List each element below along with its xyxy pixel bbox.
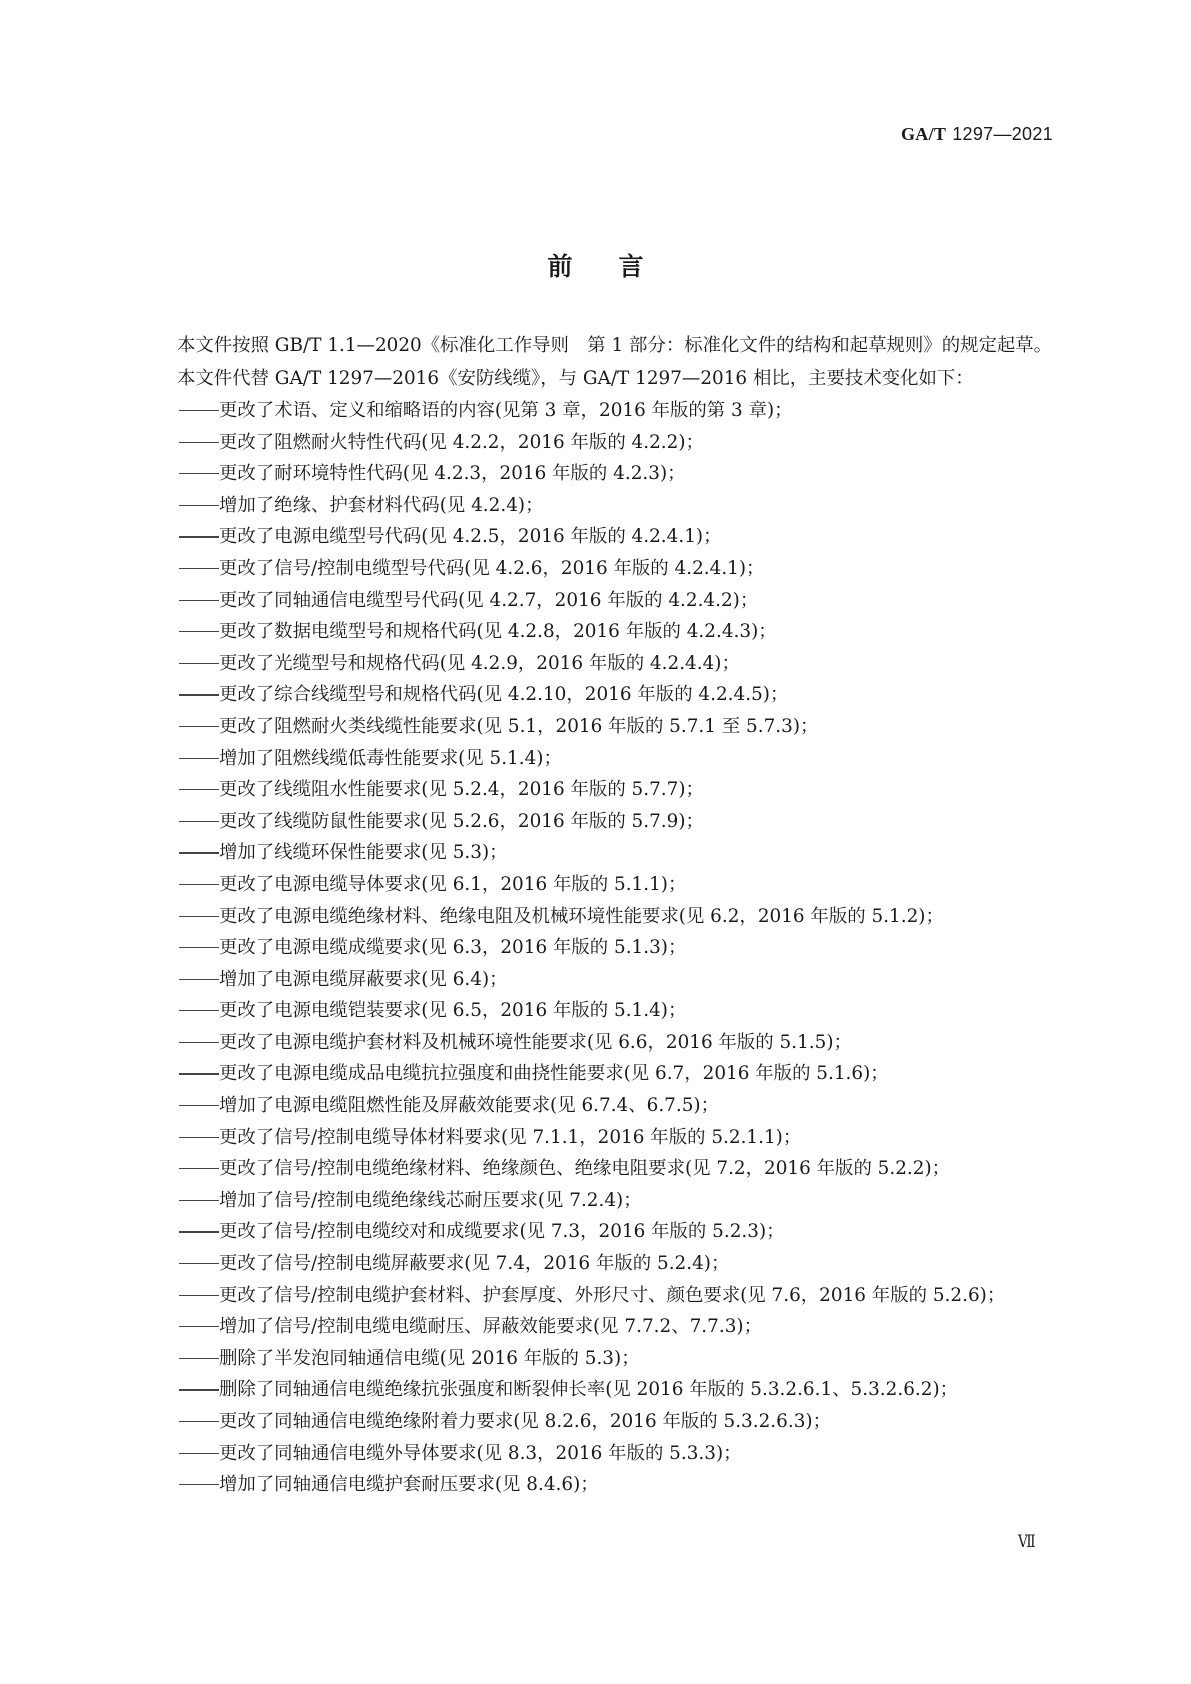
list-item [135,521,1057,553]
list-item [135,1248,1057,1280]
list-item-text: 更改了信号/控制电缆绝缘材料、绝缘颜色、绝缘电阻要求(见 7.2，2016 年版的 5.2.2)； [219,1158,951,1180]
list-item-text: 更改了信号/控制电缆型号代码(见 4.2.6，2016 年版的 4.2.4.1)； [219,557,765,579]
em-dash-bullet-icon [177,1480,219,1490]
em-dash-bullet-icon [177,1354,219,1364]
standard-code-prefix: GA/T [900,124,947,144]
em-dash-bullet-icon [177,1038,219,1048]
em-dash-bullet-icon [177,1164,219,1174]
em-dash-bullet-icon [177,1259,219,1269]
list-item-text: 增加了电源电缆屏蔽要求(见 6.4)； [219,968,508,990]
list-item-text: 更改了电源电缆导体要求(见 6.1，2016 年版的 5.1.1)； [219,873,687,895]
list-item-text: 增加了信号/控制电缆绝缘线芯耐压要求(见 7.2.4)； [219,1189,642,1211]
em-dash-bullet-icon [177,1069,219,1079]
list-item-text: 更改了耐环境特性代码(见 4.2.3，2016 年版的 4.2.3)； [219,463,686,485]
list-item [135,427,1057,459]
list-item-text: 更改了同轴通信电缆绝缘附着力要求(见 8.2.6，2016 年版的 5.3.2.6.3)； [219,1411,831,1432]
standard-code-number: 1297—2021 [952,124,1053,144]
page-title: 前言 [547,251,690,281]
list-item-text: 更改了线缆防鼠性能要求(见 5.2.6，2016 年版的 5.7.9)； [219,810,704,832]
em-dash-bullet-icon [177,627,219,637]
em-dash-bullet-icon [177,469,219,479]
em-dash-bullet-icon [177,501,219,511]
em-dash-bullet-icon [177,1006,219,1016]
list-item-text: 更改了阻燃耐火特性代码(见 4.2.2，2016 年版的 4.2.2)； [219,431,704,453]
em-dash-bullet-icon [177,1385,219,1395]
em-dash-bullet-icon [177,975,219,985]
list-item-text: 删除了半发泡同轴通信电缆(见 2016 年版的 5.3)； [219,1347,640,1369]
list-item-text: 删除了同轴通信电缆绝缘抗张强度和断裂伸长率(见 2016 年版的 5.3.2.6.1、5.3.2.6.2)； [219,1379,959,1401]
list-item [135,711,1057,743]
list-item [135,1153,1057,1185]
list-item [135,901,1057,933]
em-dash-bullet-icon [177,1322,219,1332]
list-item [135,585,1057,617]
em-dash-bullet-icon [177,817,219,827]
em-dash-bullet-icon [177,1133,219,1143]
em-dash-bullet-icon [177,1449,219,1459]
list-item [135,1406,1057,1438]
list-item [135,1311,1057,1343]
list-item [135,1374,1057,1406]
paragraph-replacement-note: 本文件代替 GA/T 1297—2016《安防线缆》，与 GA/T 1297—2016 相比，主要技术变化如下： [177,367,974,389]
em-dash-bullet-icon [177,943,219,953]
list-item [135,837,1057,869]
foreword-body [135,330,1057,1501]
em-dash-bullet-icon [177,1101,219,1111]
list-item [135,743,1057,775]
list-item [135,869,1057,901]
list-item-text: 更改了信号/控制电缆屏蔽要求(见 7.4，2016 年版的 5.2.4)； [219,1253,730,1275]
list-item-text: 增加了信号/控制电缆电缆耐压、屏蔽效能要求(见 7.7.2、7.7.3)； [219,1316,762,1338]
em-dash-bullet-icon [177,754,219,764]
list-item-text: 更改了数据电缆型号和规格代码(见 4.2.8，2016 年版的 4.2.4.3)； [219,621,777,643]
list-item [135,806,1057,838]
list-item [135,1090,1057,1122]
list-item-text: 增加了同轴通信电缆护套耐压要求(见 8.4.6)； [219,1474,599,1496]
list-item [135,1216,1057,1248]
list-item-text: 更改了电源电缆护套材料及机械环境性能要求(见 6.6，2016 年版的 5.1.5)； [219,1031,852,1053]
list-item [135,964,1057,996]
em-dash-bullet-icon [177,1196,219,1206]
list-item [135,774,1057,806]
list-item-text: 更改了阻燃耐火类线缆性能要求(见 5.1，2016 年版的 5.7.1 至 5.7.3)； [219,715,819,737]
list-item-text: 增加了绝缘、护套材料代码(见 4.2.4)； [219,494,544,516]
em-dash-bullet-icon [177,880,219,890]
list-item-text: 增加了线缆环保性能要求(见 5.3)； [219,842,508,864]
em-dash-bullet-icon [177,722,219,732]
standard-code-header [901,124,1053,145]
list-item-text: 更改了同轴通信电缆型号代码(见 4.2.7，2016 年版的 4.2.4.2)； [219,589,759,611]
list-item [135,648,1057,680]
list-item-text: 更改了电源电缆铠装要求(见 6.5，2016 年版的 5.1.4)； [219,1000,687,1022]
em-dash-bullet-icon [177,1291,219,1301]
page-number: Ⅶ [1018,1532,1036,1551]
em-dash-bullet-icon [177,1417,219,1427]
list-item-text: 增加了阻燃线缆低毒性能要求(见 5.1.4)； [219,747,562,769]
list-item-text: 更改了术语、定义和缩略语的内容(见第 3 章，2016 年版的第 3 章)； [219,400,793,421]
list-item [135,1343,1057,1375]
list-item [135,1469,1057,1501]
list-item [135,1185,1057,1217]
list-item [135,1122,1057,1154]
em-dash-bullet-icon [177,532,219,542]
em-dash-bullet-icon [177,659,219,669]
em-dash-bullet-icon [177,690,219,700]
list-item [135,679,1057,711]
list-item-text: 更改了电源电缆绝缘材料、绝缘电阻及机械环境性能要求(见 6.2，2016 年版的 5.1.2)； [219,905,944,927]
list-item [135,1027,1057,1059]
em-dash-bullet-icon [177,912,219,922]
list-item-text: 更改了电源电缆成品电缆抗拉强度和曲挠性能要求(见 6.7，2016 年版的 5.1.6)； [219,1063,889,1085]
em-dash-bullet-icon [177,564,219,574]
list-item [135,616,1057,648]
em-dash-bullet-icon [177,406,219,416]
list-item [135,932,1057,964]
list-item [135,553,1057,585]
em-dash-bullet-icon [177,1227,219,1237]
list-item [135,458,1057,490]
list-item-text: 更改了信号/控制电缆护套材料、护套厚度、外形尺寸、颜色要求(见 7.6，2016 年版的 5.2.6)； [219,1284,1006,1306]
list-item [135,1280,1057,1312]
em-dash-bullet-icon [177,785,219,795]
list-item-text: 更改了同轴通信电缆外导体要求(见 8.3，2016 年版的 5.3.3)； [219,1442,742,1464]
list-item-text: 更改了电源电缆成缆要求(见 6.3，2016 年版的 5.1.3)； [219,937,687,959]
list-item [135,490,1057,522]
list-item [135,1438,1057,1470]
technical-changes-list [135,395,1057,1501]
em-dash-bullet-icon [177,596,219,606]
em-dash-bullet-icon [177,438,219,448]
em-dash-bullet-icon [177,848,219,858]
list-item [135,995,1057,1027]
list-item-text: 更改了电源电缆型号代码(见 4.2.5，2016 年版的 4.2.4.1)； [219,526,722,548]
list-item-text: 增加了电源电缆阻燃性能及屏蔽效能要求(见 6.7.4、6.7.5)； [219,1095,719,1117]
list-item-text: 更改了综合线缆型号和规格代码(见 4.2.10，2016 年版的 4.2.4.5)； [219,684,789,706]
list-item-text: 更改了线缆阻水性能要求(见 5.2.4，2016 年版的 5.7.7)； [219,779,704,801]
list-item [135,1058,1057,1090]
list-item-text: 更改了信号/控制电缆导体材料要求(见 7.1.1，2016 年版的 5.2.1.1)； [219,1126,802,1148]
list-item-text: 更改了信号/控制电缆绞对和成缆要求(见 7.3，2016 年版的 5.2.3)； [219,1221,785,1243]
list-item-text: 更改了光缆型号和规格代码(见 4.2.9，2016 年版的 4.2.4.4)； [219,652,740,674]
list-item [135,395,1057,427]
paragraph-drafting-basis: 本文件按照 GB/T 1.1—2020《标准化工作导则 第 1 部分：标准化文件的结构和起草规则》的规定起草。 [177,335,1053,356]
